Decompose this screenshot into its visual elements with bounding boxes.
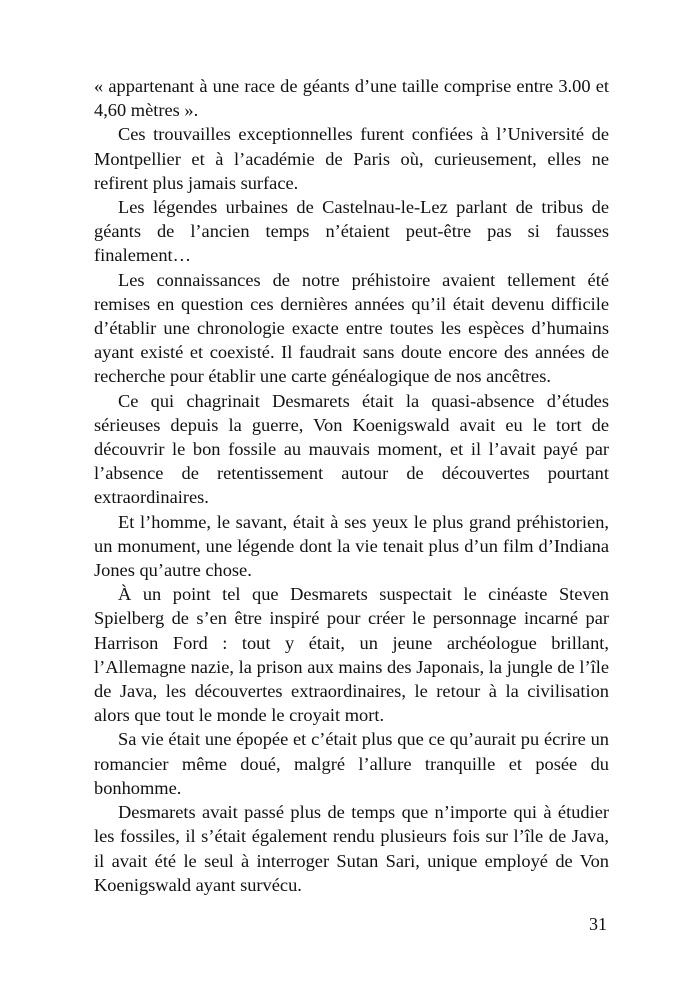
- page-number: 31: [589, 914, 607, 934]
- paragraph: Les connaissances de notre préhistoire avaient tellement été remises en question ces dernières années qu’il était devenu difficile d’établir une chronologie exacte entre toutes les espèces d’humains ayant existé et coexisté. Il faudrait sans doute encore des années de recherche pour établir une carte généalogique de nos ancêtres.: [94, 269, 609, 387]
- body-text: [94, 74, 609, 897]
- paragraph: Les légendes urbaines de Castelnau-le-Lez parlant de tribus de géants de l’ancien temps n’étaient peut-être pas si fausses finalement…: [94, 197, 609, 266]
- paragraph: Ces trouvailles exceptionnelles furent confiées à l’Université de Montpellier et à l’académie de Paris où, curieusement, elles ne refirent plus jamais surface.: [94, 124, 609, 193]
- paragraph: À un point tel que Desmarets suspectait le cinéaste Steven Spielberg de s’en être inspiré pour créer le personnage incarné par Harrison Ford : tout y était, un jeune archéologue brillant, l’Allemagne nazie, la prison aux mains des Japonais, la jungle de l’île de Java, les découvertes extraordinaires, le retour à la civilisation alors que tout le monde le croyait mort.: [94, 584, 609, 726]
- paragraph: Et l’homme, le savant, était à ses yeux le plus grand préhistorien, un monument, une légende dont la vie tenait plus d’un film d’Indiana Jones qu’autre chose.: [94, 511, 609, 581]
- paragraph: Desmarets avait passé plus de temps que n’importe qui à étudier les fossiles, il s’était également rendu plusieurs fois sur l’île de Java, il avait été le seul à interroger Sutan Sari, unique employé de Von Koenigswald ayant survécu.: [94, 802, 609, 895]
- paragraph-continuation: « appartenant à une race de géants d’une taille comprise entre 3.00 et 4,60 mètres ».: [94, 76, 609, 121]
- paragraph: Sa vie était une épopée et c’était plus que ce qu’aurait pu écrire un romancier même doué, malgré l’allure tranquille et posée du bonhomme.: [94, 729, 609, 798]
- paragraph: Ce qui chagrinait Desmarets était la quasi-absence d’études sérieuses depuis la guerre, Von Koenigswald avait eu le tort de découvrir le bon fossile au mauvais moment, et il l’avait payé par l’absence de retentissement autour de découvertes pourtant extraordinaires.: [94, 390, 609, 508]
